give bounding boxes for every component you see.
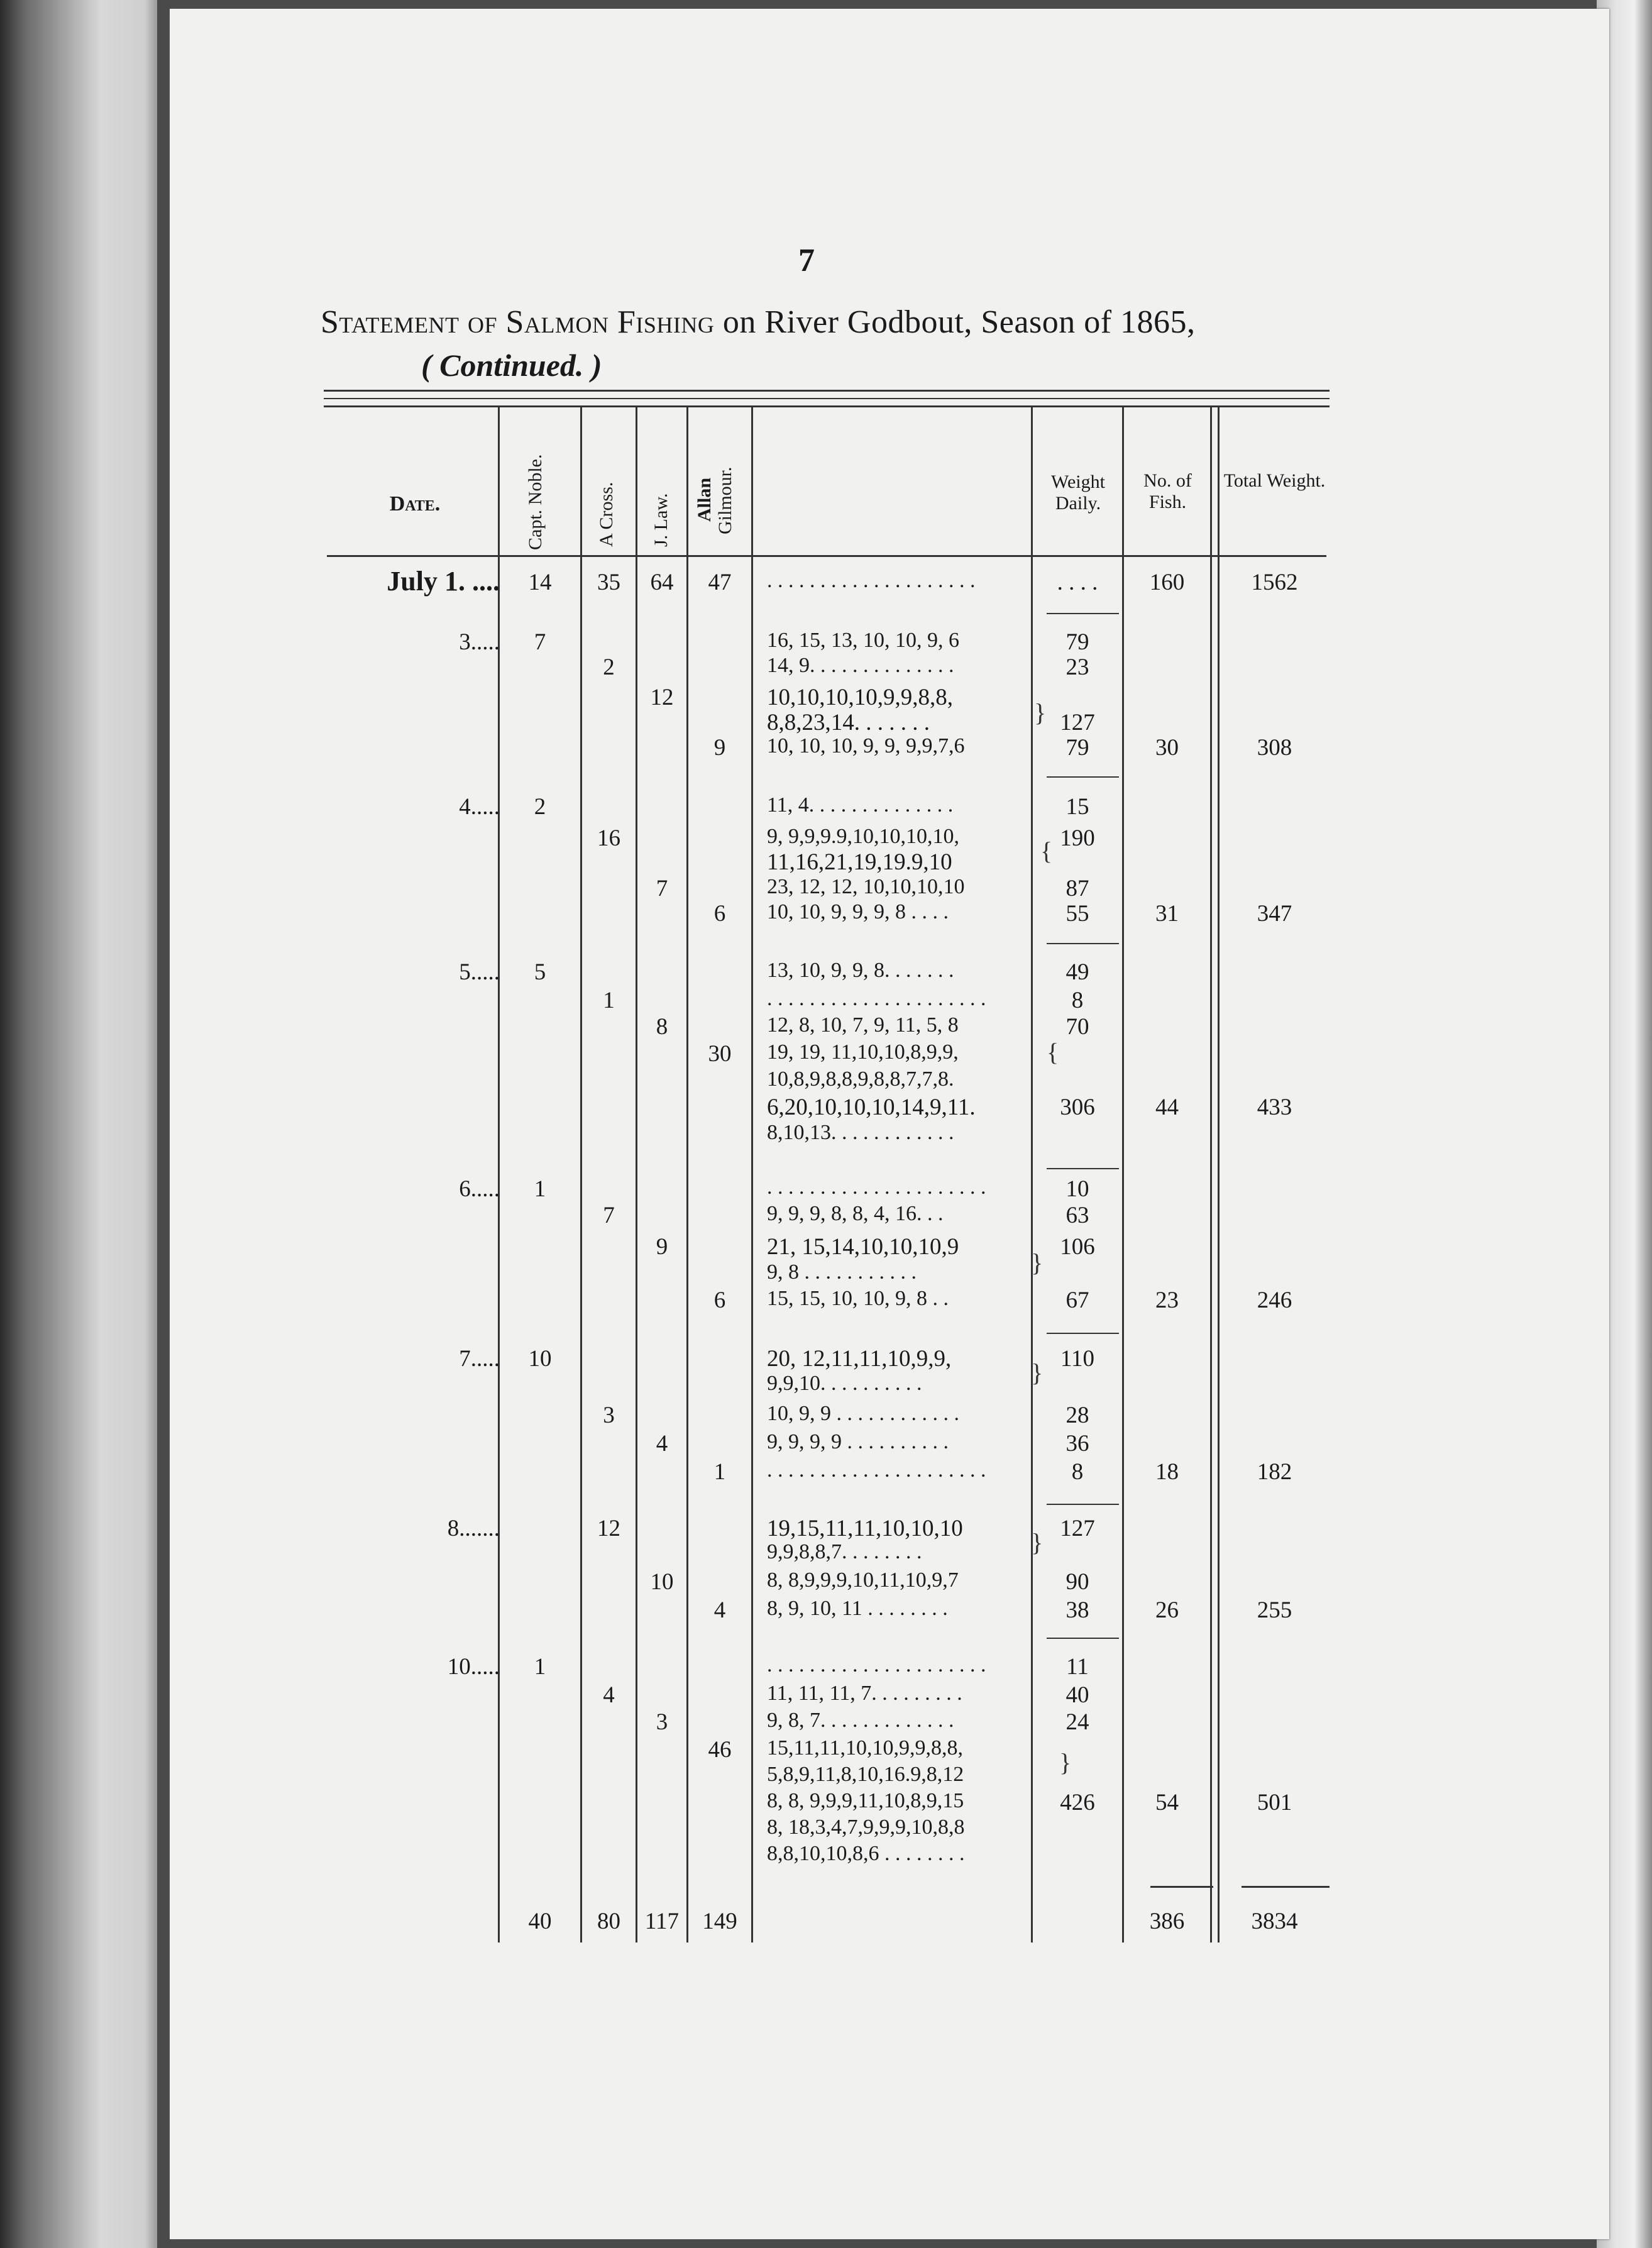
cell-j-law: 10 — [650, 1569, 674, 1595]
brace-mark: } — [1031, 1358, 1044, 1387]
header-a-cross: A Cross. — [596, 482, 617, 547]
cell-weight-daily: 38 — [1066, 1597, 1089, 1623]
group-rule — [1047, 1638, 1119, 1639]
cell-allan-gilmour: 9 — [713, 735, 726, 761]
cell-a-cross: 4 — [603, 1682, 615, 1708]
brace-mark: } — [1059, 1748, 1072, 1777]
cell-weight-daily: 55 — [1066, 901, 1089, 927]
header-rule — [327, 555, 1326, 557]
cell-no-of-fish: 26 — [1155, 1597, 1179, 1623]
cell-weight-daily: . . . . — [1057, 570, 1098, 595]
top-rule — [324, 405, 1330, 407]
cell-a-cross: 1 — [603, 988, 615, 1013]
cell-detail-weights: 8, 18,3,4,7,9,9,9,10,8,8 — [767, 1815, 965, 1839]
cell-j-law: 4 — [656, 1431, 668, 1457]
row-date: 8....... — [447, 1516, 500, 1541]
cell-detail-weights: 14, 9. . . . . . . . . . . . . . — [767, 654, 954, 677]
cell-j-law: 12 — [650, 685, 674, 710]
cell-detail-weights: 5,8,9,11,8,10,16.9,8,12 — [767, 1763, 964, 1786]
cell-weight-daily: 8 — [1071, 988, 1084, 1013]
cell-detail-weights: 23, 12, 12, 10,10,10,10 — [767, 875, 965, 898]
cell-allan-gilmour: 6 — [713, 1287, 726, 1313]
cell-allan-gilmour: 1 — [713, 1459, 726, 1485]
cell-detail-weights: 9,9,8,8,7. . . . . . . . — [767, 1540, 922, 1563]
cell-allan-gilmour: 30 — [708, 1041, 732, 1067]
cell-total-weight: 246 — [1257, 1287, 1292, 1313]
page-subtitle: ( Continued. ) — [421, 348, 602, 383]
cell-a-cross: 2 — [603, 654, 615, 680]
title-smallcaps: Statement of Salmon Fishing — [321, 304, 715, 340]
total-total-weight: 3834 — [1251, 1909, 1298, 1934]
total-no-of-fish: 386 — [1149, 1909, 1185, 1934]
cell-capt-noble: 5 — [534, 959, 546, 985]
cell-weight-daily: 87 — [1066, 876, 1089, 901]
cell-capt-noble: 14 — [528, 570, 552, 595]
cell-total-weight: 255 — [1257, 1597, 1292, 1623]
cell-weight-daily: 15 — [1066, 794, 1089, 820]
cell-weight-daily: 306 — [1060, 1094, 1095, 1120]
cell-total-weight: 501 — [1257, 1790, 1292, 1815]
cell-weight-daily: 79 — [1066, 735, 1089, 761]
header-allan: Allan — [694, 477, 715, 522]
header-total-weight: Total Weight. — [1223, 470, 1326, 491]
cell-allan-gilmour: 6 — [713, 901, 726, 927]
cell-detail-weights: 12, 8, 10, 7, 9, 11, 5, 8 — [767, 1013, 959, 1037]
cell-detail-weights: 15, 15, 10, 10, 9, 8 . . — [767, 1287, 949, 1310]
column-rule — [1122, 407, 1124, 1942]
group-rule — [1047, 1168, 1119, 1169]
cell-weight-daily: 8 — [1071, 1459, 1084, 1485]
page-number: 7 — [798, 243, 815, 278]
cell-detail-weights: 9, 8 . . . . . . . . . . . — [767, 1260, 917, 1284]
cell-total-weight: 347 — [1257, 901, 1292, 927]
group-rule — [1047, 776, 1119, 778]
cell-detail-weights: . . . . . . . . . . . . . . . . . . . . . — [767, 1653, 986, 1677]
cell-detail-weights: . . . . . . . . . . . . . . . . . . . . . — [767, 1176, 986, 1199]
cell-detail-weights: 10,8,9,8,8,9,8,8,7,7,8. — [767, 1067, 954, 1091]
header-j-law: J. Law. — [651, 493, 671, 547]
brace-mark: { — [1040, 837, 1053, 865]
cell-weight-daily: 70 — [1066, 1014, 1089, 1040]
cell-capt-noble: 1 — [534, 1654, 546, 1680]
cell-weight-daily: 49 — [1066, 959, 1089, 985]
cell-detail-weights: 8,10,13. . . . . . . . . . . . — [767, 1121, 954, 1144]
cell-detail-weights: 8, 8,9,9,9,10,11,10,9,7 — [767, 1568, 959, 1592]
cell-detail-weights: 10,10,10,10,9,9,8,8, — [767, 685, 953, 710]
cell-j-law: 8 — [656, 1014, 668, 1040]
cell-detail-weights: 6,20,10,10,10,14,9,11. — [767, 1094, 976, 1120]
cell-no-of-fish: 31 — [1155, 901, 1179, 927]
totals-rule — [1242, 1886, 1330, 1888]
cell-j-law: 3 — [656, 1709, 668, 1735]
cell-detail-weights: 16, 15, 13, 10, 10, 9, 6 — [767, 629, 959, 652]
cell-detail-weights: . . . . . . . . . . . . . . . . . . . . . — [767, 987, 986, 1010]
page-title — [321, 304, 1196, 341]
row-date: 6..... — [459, 1176, 500, 1202]
cell-weight-daily: 11 — [1066, 1654, 1089, 1680]
cell-weight-daily: 110 — [1060, 1346, 1095, 1372]
cell-detail-weights: 10, 10, 10, 9, 9, 9,9,7,6 — [767, 734, 965, 758]
cell-a-cross: 35 — [597, 570, 620, 595]
header-capt-noble: Capt. Noble. — [525, 454, 546, 550]
row-date: July 1. .... — [387, 566, 500, 597]
cell-weight-daily: 90 — [1066, 1569, 1089, 1595]
row-date: 3..... — [459, 629, 500, 655]
cell-capt-noble: 2 — [534, 794, 546, 820]
cell-weight-daily: 127 — [1060, 1516, 1095, 1541]
cell-weight-daily: 10 — [1066, 1176, 1089, 1202]
cell-capt-noble: 1 — [534, 1176, 546, 1202]
cell-detail-weights: 9,9,10. . . . . . . . . . — [767, 1372, 922, 1395]
cell-weight-daily: 190 — [1060, 825, 1095, 851]
cell-detail-weights: 8,8,10,10,8,6 . . . . . . . . — [767, 1842, 965, 1865]
header-gilmour: Gilmour. — [715, 466, 735, 534]
column-rule — [686, 407, 688, 1942]
cell-detail-weights: 11, 11, 11, 7. . . . . . . . . — [767, 1682, 962, 1705]
cell-detail-weights: 8, 8, 9,9,9,11,10,8,9,15 — [767, 1789, 964, 1812]
cell-allan-gilmour: 46 — [708, 1737, 732, 1763]
group-rule — [1047, 943, 1119, 944]
cell-weight-daily: 24 — [1066, 1709, 1089, 1735]
cell-total-weight: 308 — [1257, 735, 1292, 761]
cell-detail-weights: 9, 9,9,9.9,10,10,10,10, — [767, 825, 959, 848]
cell-j-law: 7 — [656, 876, 668, 901]
cell-detail-weights: 9, 8, 7. . . . . . . . . . . . . — [767, 1709, 954, 1732]
cell-allan-gilmour: 4 — [713, 1597, 726, 1623]
column-rule — [1210, 407, 1212, 1942]
cell-j-law: 9 — [656, 1234, 668, 1260]
column-rule — [580, 407, 582, 1942]
cell-detail-weights: 8, 9, 10, 11 . . . . . . . . — [767, 1597, 948, 1620]
cell-detail-weights: 19,15,11,11,10,10,10 — [767, 1516, 963, 1541]
cell-a-cross: 3 — [603, 1402, 615, 1428]
group-rule — [1047, 1333, 1119, 1334]
totals-rule — [1150, 1886, 1213, 1888]
row-date: 7..... — [459, 1346, 500, 1372]
cell-total-weight: 433 — [1257, 1094, 1292, 1120]
cell-detail-weights: 15,11,11,10,10,9,9,8,8, — [767, 1736, 963, 1760]
cell-no-of-fish: 18 — [1155, 1459, 1179, 1485]
header-weight-daily: Weight Daily. — [1051, 471, 1105, 514]
cell-detail-weights: 13, 10, 9, 9, 8. . . . . . . — [767, 959, 954, 982]
cell-detail-weights: . . . . . . . . . . . . . . . . . . . . . — [767, 1458, 986, 1482]
row-date: 5..... — [459, 959, 500, 985]
cell-weight-daily: 106 — [1060, 1234, 1095, 1260]
header-no-of-fish: No. of Fish. — [1143, 470, 1192, 512]
cell-total-weight: 1562 — [1251, 570, 1298, 595]
group-rule — [1047, 613, 1119, 614]
cell-weight-daily: 23 — [1066, 654, 1089, 680]
cell-a-cross: 16 — [597, 825, 620, 851]
cell-no-of-fish: 54 — [1155, 1790, 1179, 1815]
cell-weight-daily: 28 — [1066, 1402, 1089, 1428]
brace-mark: } — [1034, 698, 1047, 727]
brace-mark: } — [1031, 1528, 1044, 1557]
total-capt-noble: 40 — [528, 1909, 552, 1934]
cell-no-of-fish: 30 — [1155, 735, 1179, 761]
cell-a-cross: 12 — [597, 1516, 620, 1541]
top-rule — [324, 390, 1330, 392]
group-rule — [1047, 1504, 1119, 1505]
cell-weight-daily: 426 — [1060, 1790, 1095, 1815]
cell-capt-noble: 7 — [534, 629, 546, 655]
cell-detail-weights: 11, 4. . . . . . . . . . . . . . — [767, 793, 954, 817]
cell-j-law: 64 — [650, 570, 674, 595]
cell-detail-weights: 9, 9, 9, 8, 8, 4, 16. . . — [767, 1202, 944, 1225]
total-a-cross: 80 — [597, 1909, 620, 1934]
cell-weight-daily: 127 — [1060, 710, 1095, 736]
cell-a-cross: 7 — [603, 1203, 615, 1228]
total-allan-gilmour: 149 — [702, 1909, 737, 1934]
cell-detail-weights: 19, 19, 11,10,10,8,9,9, — [767, 1040, 959, 1064]
cell-allan-gilmour: 47 — [708, 570, 732, 595]
cell-no-of-fish: 23 — [1155, 1287, 1179, 1313]
title-rest: on River Godbout, Season of 1865, — [714, 304, 1196, 340]
column-rule — [751, 407, 753, 1942]
left-page-edge — [0, 0, 157, 2248]
cell-detail-weights: . . . . . . . . . . . . . . . . . . . . — [767, 569, 976, 592]
cell-no-of-fish: 160 — [1149, 570, 1185, 595]
brace-mark: } — [1031, 1248, 1044, 1277]
header-date: Date. — [389, 492, 441, 515]
row-date: 10..... — [447, 1654, 500, 1680]
total-j-law: 117 — [644, 1909, 680, 1934]
row-date: 4..... — [459, 794, 500, 820]
cell-no-of-fish: 44 — [1155, 1094, 1179, 1120]
brace-mark: { — [1047, 1038, 1059, 1066]
cell-detail-weights: 8,8,23,14. . . . . . . — [767, 710, 930, 736]
cell-weight-daily: 63 — [1066, 1203, 1089, 1228]
cell-detail-weights: 21, 15,14,10,10,10,9 — [767, 1234, 959, 1260]
top-rule — [324, 398, 1330, 399]
cell-weight-daily: 36 — [1066, 1431, 1089, 1457]
cell-detail-weights: 11,16,21,19,19.9,10 — [767, 849, 952, 875]
column-rule — [1218, 407, 1220, 1942]
cell-weight-daily: 40 — [1066, 1682, 1089, 1708]
cell-weight-daily: 79 — [1066, 629, 1089, 655]
cell-detail-weights: 20, 12,11,11,10,9,9, — [767, 1346, 952, 1372]
cell-detail-weights: 9, 9, 9, 9 . . . . . . . . . . — [767, 1430, 949, 1453]
cell-detail-weights: 10, 10, 9, 9, 9, 8 . . . . — [767, 900, 949, 923]
cell-total-weight: 182 — [1257, 1459, 1292, 1485]
cell-weight-daily: 67 — [1066, 1287, 1089, 1313]
cell-capt-noble: 10 — [528, 1346, 552, 1372]
cell-detail-weights: 10, 9, 9 . . . . . . . . . . . . — [767, 1402, 959, 1425]
